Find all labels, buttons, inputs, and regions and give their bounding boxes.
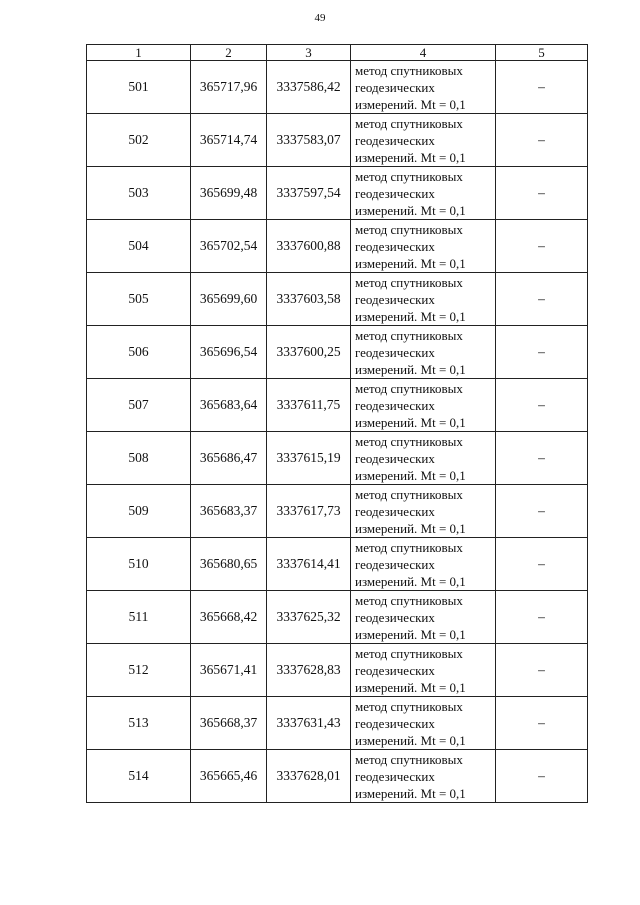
- table-row: [87, 114, 588, 167]
- column-header-2: 2: [191, 45, 267, 61]
- point-number-cell: 509: [87, 485, 191, 538]
- note-cell: –: [496, 697, 588, 750]
- x-coordinate-cell: 365717,96: [191, 61, 267, 114]
- table-row: [87, 220, 588, 273]
- method-line-3: измерений. Mt = 0,1: [355, 361, 466, 377]
- table-row: [87, 750, 588, 803]
- method-cell: [351, 114, 496, 167]
- column-header-4: 4: [351, 45, 496, 61]
- note-cell: –: [496, 167, 588, 220]
- method-line-3: измерений. Mt = 0,1: [355, 785, 466, 801]
- method-line-2: геодезических: [355, 662, 435, 678]
- x-coordinate-cell: 365699,60: [191, 273, 267, 326]
- method-line-1: метод спутниковых: [355, 433, 463, 449]
- method-line-2: геодезических: [355, 185, 435, 201]
- x-coordinate-cell: 365671,41: [191, 644, 267, 697]
- y-coordinate-cell: 3337600,25: [267, 326, 351, 379]
- method-cell: [351, 432, 496, 485]
- method-line-3: измерений. Mt = 0,1: [355, 520, 466, 536]
- method-line-2: геодезических: [355, 503, 435, 519]
- y-coordinate-cell: 3337614,41: [267, 538, 351, 591]
- method-cell: [351, 379, 496, 432]
- table-row: [87, 538, 588, 591]
- method-line-1: метод спутниковых: [355, 592, 463, 608]
- method-line-1: метод спутниковых: [355, 645, 463, 661]
- point-number-cell: 503: [87, 167, 191, 220]
- method-line-1: метод спутниковых: [355, 274, 463, 290]
- method-line-2: геодезических: [355, 344, 435, 360]
- method-cell: [351, 750, 496, 803]
- method-line-3: измерений. Mt = 0,1: [355, 96, 466, 112]
- method-line-1: метод спутниковых: [355, 221, 463, 237]
- y-coordinate-cell: 3337597,54: [267, 167, 351, 220]
- method-cell: [351, 220, 496, 273]
- point-number-cell: 502: [87, 114, 191, 167]
- x-coordinate-cell: 365699,48: [191, 167, 267, 220]
- method-line-1: метод спутниковых: [355, 486, 463, 502]
- point-number-cell: 505: [87, 273, 191, 326]
- x-coordinate-cell: 365668,42: [191, 591, 267, 644]
- method-cell: [351, 167, 496, 220]
- method-line-2: геодезических: [355, 450, 435, 466]
- y-coordinate-cell: 3337586,42: [267, 61, 351, 114]
- x-coordinate-cell: 365714,74: [191, 114, 267, 167]
- x-coordinate-cell: 365668,37: [191, 697, 267, 750]
- method-line-2: геодезических: [355, 132, 435, 148]
- method-line-3: измерений. Mt = 0,1: [355, 149, 466, 165]
- coordinates-table: [86, 44, 588, 803]
- y-coordinate-cell: 3337628,83: [267, 644, 351, 697]
- method-line-2: геодезических: [355, 238, 435, 254]
- method-line-1: метод спутниковых: [355, 62, 463, 78]
- note-cell: –: [496, 326, 588, 379]
- y-coordinate-cell: 3337615,19: [267, 432, 351, 485]
- method-line-1: метод спутниковых: [355, 751, 463, 767]
- x-coordinate-cell: 365702,54: [191, 220, 267, 273]
- method-line-2: геодезических: [355, 609, 435, 625]
- point-number-cell: 508: [87, 432, 191, 485]
- point-number-cell: 511: [87, 591, 191, 644]
- x-coordinate-cell: 365686,47: [191, 432, 267, 485]
- note-cell: –: [496, 273, 588, 326]
- note-cell: –: [496, 591, 588, 644]
- note-cell: –: [496, 379, 588, 432]
- y-coordinate-cell: 3337625,32: [267, 591, 351, 644]
- table-row: [87, 485, 588, 538]
- method-line-3: измерений. Mt = 0,1: [355, 308, 466, 324]
- x-coordinate-cell: 365683,64: [191, 379, 267, 432]
- table-row: [87, 379, 588, 432]
- y-coordinate-cell: 3337631,43: [267, 697, 351, 750]
- method-line-3: измерений. Mt = 0,1: [355, 573, 466, 589]
- x-coordinate-cell: 365680,65: [191, 538, 267, 591]
- x-coordinate-cell: 365683,37: [191, 485, 267, 538]
- y-coordinate-cell: 3337600,88: [267, 220, 351, 273]
- table-body: [87, 61, 588, 803]
- method-line-1: метод спутниковых: [355, 327, 463, 343]
- point-number-cell: 504: [87, 220, 191, 273]
- method-line-3: измерений. Mt = 0,1: [355, 626, 466, 642]
- method-line-3: измерений. Mt = 0,1: [355, 467, 466, 483]
- y-coordinate-cell: 3337628,01: [267, 750, 351, 803]
- method-line-1: метод спутниковых: [355, 115, 463, 131]
- note-cell: –: [496, 750, 588, 803]
- page-number: 49: [314, 12, 326, 24]
- note-cell: –: [496, 485, 588, 538]
- method-line-1: метод спутниковых: [355, 380, 463, 396]
- method-cell: [351, 326, 496, 379]
- point-number-cell: 514: [87, 750, 191, 803]
- point-number-cell: 510: [87, 538, 191, 591]
- note-cell: –: [496, 432, 588, 485]
- method-line-3: измерений. Mt = 0,1: [355, 202, 466, 218]
- method-line-3: измерений. Mt = 0,1: [355, 414, 466, 430]
- table-row: [87, 644, 588, 697]
- method-line-3: измерений. Mt = 0,1: [355, 679, 466, 695]
- y-coordinate-cell: 3337603,58: [267, 273, 351, 326]
- table-row: [87, 432, 588, 485]
- method-line-2: геодезических: [355, 79, 435, 95]
- x-coordinate-cell: 365696,54: [191, 326, 267, 379]
- method-cell: [351, 538, 496, 591]
- y-coordinate-cell: 3337583,07: [267, 114, 351, 167]
- x-coordinate-cell: 365665,46: [191, 750, 267, 803]
- method-cell: [351, 273, 496, 326]
- point-number-cell: 507: [87, 379, 191, 432]
- method-cell: [351, 697, 496, 750]
- y-coordinate-cell: 3337617,73: [267, 485, 351, 538]
- method-line-2: геодезических: [355, 715, 435, 731]
- note-cell: –: [496, 220, 588, 273]
- method-cell: [351, 591, 496, 644]
- column-header-1: 1: [87, 45, 191, 61]
- method-line-2: геодезических: [355, 556, 435, 572]
- method-line-3: измерений. Mt = 0,1: [355, 732, 466, 748]
- method-cell: [351, 61, 496, 114]
- method-line-3: измерений. Mt = 0,1: [355, 255, 466, 271]
- table-row: [87, 273, 588, 326]
- table-row: [87, 61, 588, 114]
- y-coordinate-cell: 3337611,75: [267, 379, 351, 432]
- note-cell: –: [496, 644, 588, 697]
- table-row: [87, 697, 588, 750]
- column-header-3: 3: [267, 45, 351, 61]
- point-number-cell: 513: [87, 697, 191, 750]
- table-header-row: [87, 45, 588, 61]
- table-row: [87, 591, 588, 644]
- method-line-2: геодезических: [355, 768, 435, 784]
- note-cell: –: [496, 114, 588, 167]
- method-cell: [351, 485, 496, 538]
- method-line-2: геодезических: [355, 291, 435, 307]
- point-number-cell: 501: [87, 61, 191, 114]
- column-header-5: 5: [496, 45, 588, 61]
- point-number-cell: 512: [87, 644, 191, 697]
- method-line-2: геодезических: [355, 397, 435, 413]
- point-number-cell: 506: [87, 326, 191, 379]
- note-cell: –: [496, 538, 588, 591]
- method-cell: [351, 644, 496, 697]
- method-line-1: метод спутниковых: [355, 698, 463, 714]
- note-cell: –: [496, 61, 588, 114]
- table-row: [87, 326, 588, 379]
- table-row: [87, 167, 588, 220]
- method-line-1: метод спутниковых: [355, 168, 463, 184]
- method-line-1: метод спутниковых: [355, 539, 463, 555]
